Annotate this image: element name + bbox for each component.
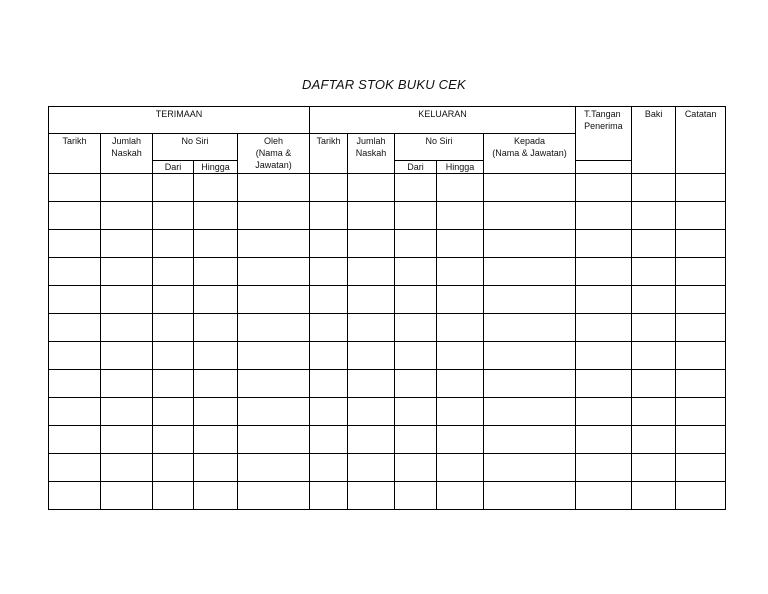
table-cell[interactable] <box>676 286 726 314</box>
table-cell[interactable] <box>437 202 484 230</box>
terimaan-jumlah-header <box>101 134 153 174</box>
terimaan-nosiri-header: No Siri <box>153 134 238 161</box>
table-cell[interactable] <box>484 398 576 426</box>
table-cell[interactable] <box>238 454 310 482</box>
table-cell[interactable] <box>395 286 437 314</box>
table-cell[interactable] <box>310 454 348 482</box>
table-row <box>49 202 726 230</box>
table-cell[interactable] <box>101 370 153 398</box>
table-cell[interactable] <box>194 482 238 510</box>
table-cell[interactable] <box>101 286 153 314</box>
table-cell[interactable] <box>632 174 676 202</box>
table-cell[interactable] <box>49 202 101 230</box>
terimaan-dari-header: Dari <box>153 161 194 174</box>
table-cell[interactable] <box>676 342 726 370</box>
table-cell[interactable] <box>238 426 310 454</box>
table-cell[interactable] <box>632 398 676 426</box>
table-cell[interactable] <box>153 454 194 482</box>
table-cell[interactable] <box>194 286 238 314</box>
oleh-line1: Oleh <box>264 136 284 146</box>
kepada-line1: Kepada <box>514 136 546 146</box>
table-cell[interactable] <box>238 258 310 286</box>
keluaran-tarikh-header: Tarikh <box>310 134 348 174</box>
table-cell[interactable] <box>238 202 310 230</box>
kepada-line2: (Nama & Jawatan) <box>492 148 567 158</box>
table-cell[interactable] <box>49 342 101 370</box>
table-cell[interactable] <box>101 230 153 258</box>
table-row <box>49 370 726 398</box>
table-cell[interactable] <box>101 482 153 510</box>
table-cell[interactable] <box>238 286 310 314</box>
table-cell[interactable] <box>632 258 676 286</box>
table-cell[interactable] <box>348 398 395 426</box>
table-cell[interactable] <box>632 286 676 314</box>
table-cell[interactable] <box>632 314 676 342</box>
table-cell[interactable] <box>310 370 348 398</box>
table-cell[interactable] <box>49 426 101 454</box>
table-cell[interactable] <box>395 314 437 342</box>
table-cell[interactable] <box>437 370 484 398</box>
table-cell[interactable] <box>194 454 238 482</box>
table-cell[interactable] <box>310 258 348 286</box>
table-cell[interactable] <box>437 342 484 370</box>
table-cell[interactable] <box>576 342 632 370</box>
table-cell[interactable] <box>153 398 194 426</box>
table-cell[interactable] <box>632 482 676 510</box>
table-cell[interactable] <box>437 230 484 258</box>
table-cell[interactable] <box>395 202 437 230</box>
table-cell[interactable] <box>310 230 348 258</box>
terimaan-hingga-header: Hingga <box>194 161 238 174</box>
table-cell[interactable] <box>49 314 101 342</box>
table-cell[interactable] <box>238 370 310 398</box>
table-cell[interactable] <box>395 230 437 258</box>
table-cell[interactable] <box>49 398 101 426</box>
table-cell[interactable] <box>437 482 484 510</box>
table-cell[interactable] <box>437 454 484 482</box>
table-cell[interactable] <box>632 454 676 482</box>
table-cell[interactable] <box>310 314 348 342</box>
table-cell[interactable] <box>238 314 310 342</box>
table-cell[interactable] <box>194 426 238 454</box>
table-cell[interactable] <box>194 230 238 258</box>
table-cell[interactable] <box>348 454 395 482</box>
table-cell[interactable] <box>676 174 726 202</box>
table-cell[interactable] <box>676 202 726 230</box>
table-cell[interactable] <box>348 370 395 398</box>
table-cell[interactable] <box>194 174 238 202</box>
oleh-line3: Jawatan) <box>255 160 292 170</box>
table-cell[interactable] <box>310 426 348 454</box>
table-cell[interactable] <box>238 342 310 370</box>
table-cell[interactable] <box>484 286 576 314</box>
table-row <box>49 258 726 286</box>
table-row <box>49 426 726 454</box>
table-row <box>49 230 726 258</box>
table-row <box>49 286 726 314</box>
table-cell[interactable] <box>194 258 238 286</box>
keluaran-header: KELUARAN <box>310 107 576 134</box>
table-cell[interactable] <box>49 174 101 202</box>
table-cell[interactable] <box>576 230 632 258</box>
table-cell[interactable] <box>348 482 395 510</box>
table-cell[interactable] <box>153 426 194 454</box>
keluaran-dari-header: Dari <box>395 161 437 174</box>
table-cell[interactable] <box>238 398 310 426</box>
table-cell[interactable] <box>395 258 437 286</box>
table-cell[interactable] <box>101 398 153 426</box>
table-cell[interactable] <box>437 314 484 342</box>
table-row <box>49 342 726 370</box>
table-cell[interactable] <box>632 230 676 258</box>
keluaran-hingga-header: Hingga <box>437 161 484 174</box>
table-cell[interactable] <box>632 426 676 454</box>
table-cell[interactable] <box>101 314 153 342</box>
table-cell[interactable] <box>310 202 348 230</box>
table-cell[interactable] <box>395 426 437 454</box>
table-cell[interactable] <box>238 230 310 258</box>
table-cell[interactable] <box>676 370 726 398</box>
table-row <box>49 314 726 342</box>
table-cell[interactable] <box>49 286 101 314</box>
table-cell[interactable] <box>395 174 437 202</box>
table-cell[interactable] <box>676 482 726 510</box>
table-cell[interactable] <box>484 202 576 230</box>
keluaran-jumlah-line2: Naskah <box>355 148 387 158</box>
table-cell[interactable] <box>348 202 395 230</box>
table-cell[interactable] <box>49 370 101 398</box>
table-cell[interactable] <box>484 174 576 202</box>
table-cell[interactable] <box>101 174 153 202</box>
table-cell[interactable] <box>484 370 576 398</box>
table-cell[interactable] <box>194 342 238 370</box>
table-cell[interactable] <box>576 482 632 510</box>
table-cell[interactable] <box>348 426 395 454</box>
baki-header: Baki <box>632 107 676 174</box>
keluaran-nosiri-header: No Siri <box>395 134 484 161</box>
t-tangan-line1: T.Tangan <box>584 109 621 119</box>
table-cell[interactable] <box>437 286 484 314</box>
table-cell[interactable] <box>348 230 395 258</box>
table-cell[interactable] <box>676 258 726 286</box>
table-cell[interactable] <box>576 370 632 398</box>
table-cell[interactable] <box>395 482 437 510</box>
table-cell[interactable] <box>348 342 395 370</box>
table-cell[interactable] <box>153 202 194 230</box>
table-cell[interactable] <box>437 174 484 202</box>
table-cell[interactable] <box>153 342 194 370</box>
table-cell[interactable] <box>437 398 484 426</box>
table-cell[interactable] <box>310 342 348 370</box>
stock-table <box>48 106 726 510</box>
table-cell[interactable] <box>49 230 101 258</box>
table-cell[interactable] <box>348 174 395 202</box>
table-cell[interactable] <box>676 230 726 258</box>
table-cell[interactable] <box>576 314 632 342</box>
keluaran-kepada-header <box>484 134 576 174</box>
t-tangan-header <box>576 107 632 161</box>
table-cell[interactable] <box>310 174 348 202</box>
table-cell[interactable] <box>153 258 194 286</box>
table-cell[interactable] <box>153 482 194 510</box>
t-tangan-subcell <box>576 161 632 174</box>
table-cell[interactable] <box>676 454 726 482</box>
table-cell[interactable] <box>153 314 194 342</box>
table-cell[interactable] <box>101 202 153 230</box>
table-cell[interactable] <box>49 482 101 510</box>
table-cell[interactable] <box>101 454 153 482</box>
table-cell[interactable] <box>676 426 726 454</box>
table-cell[interactable] <box>310 398 348 426</box>
keluaran-jumlah-line1: Jumlah <box>356 136 386 146</box>
table-cell[interactable] <box>194 370 238 398</box>
table-cell[interactable] <box>676 314 726 342</box>
terimaan-tarikh-header: Tarikh <box>49 134 101 174</box>
table-cell[interactable] <box>238 482 310 510</box>
table-cell[interactable] <box>484 482 576 510</box>
table-cell[interactable] <box>348 258 395 286</box>
table-cell[interactable] <box>238 174 310 202</box>
table-cell[interactable] <box>576 202 632 230</box>
table-cell[interactable] <box>348 286 395 314</box>
table-row <box>49 454 726 482</box>
table-cell[interactable] <box>576 454 632 482</box>
table-cell[interactable] <box>576 426 632 454</box>
table-cell[interactable] <box>484 426 576 454</box>
form-title: DAFTAR STOK BUKU CEK <box>302 77 466 92</box>
table-cell[interactable] <box>437 258 484 286</box>
table-cell[interactable] <box>484 258 576 286</box>
table-cell[interactable] <box>632 342 676 370</box>
table-row <box>49 398 726 426</box>
table-cell[interactable] <box>576 174 632 202</box>
table-cell[interactable] <box>395 454 437 482</box>
table-cell[interactable] <box>632 370 676 398</box>
table-cell[interactable] <box>194 202 238 230</box>
oleh-line2: (Nama & <box>255 148 292 158</box>
table-cell[interactable] <box>484 454 576 482</box>
table-cell[interactable] <box>153 230 194 258</box>
table-cell[interactable] <box>484 230 576 258</box>
table-cell[interactable] <box>194 398 238 426</box>
table-cell[interactable] <box>632 202 676 230</box>
catatan-header: Catatan <box>676 107 726 174</box>
table-cell[interactable] <box>153 286 194 314</box>
table-row <box>49 482 726 510</box>
table-cell[interactable] <box>101 258 153 286</box>
table-cell[interactable] <box>484 342 576 370</box>
table-cell[interactable] <box>676 398 726 426</box>
table-cell[interactable] <box>484 314 576 342</box>
table-cell[interactable] <box>101 342 153 370</box>
table-cell[interactable] <box>310 482 348 510</box>
table-cell[interactable] <box>576 258 632 286</box>
table-cell[interactable] <box>153 174 194 202</box>
table-cell[interactable] <box>576 286 632 314</box>
table-cell[interactable] <box>395 398 437 426</box>
table-cell[interactable] <box>49 454 101 482</box>
table-row <box>49 174 726 202</box>
table-cell[interactable] <box>395 342 437 370</box>
keluaran-jumlah-header <box>348 134 395 174</box>
table-cell[interactable] <box>101 426 153 454</box>
table-cell[interactable] <box>437 426 484 454</box>
terimaan-oleh-header <box>238 134 310 174</box>
terimaan-jumlah-line2: Naskah <box>111 148 142 158</box>
table-cell[interactable] <box>194 314 238 342</box>
table-cell[interactable] <box>348 314 395 342</box>
terimaan-header: TERIMAAN <box>49 107 310 134</box>
table-cell[interactable] <box>310 286 348 314</box>
table-cell[interactable] <box>395 370 437 398</box>
table-cell[interactable] <box>153 370 194 398</box>
terimaan-jumlah-line1: Jumlah <box>111 136 141 146</box>
table-cell[interactable] <box>576 398 632 426</box>
t-tangan-line2: Penerima <box>584 121 623 131</box>
table-cell[interactable] <box>49 258 101 286</box>
